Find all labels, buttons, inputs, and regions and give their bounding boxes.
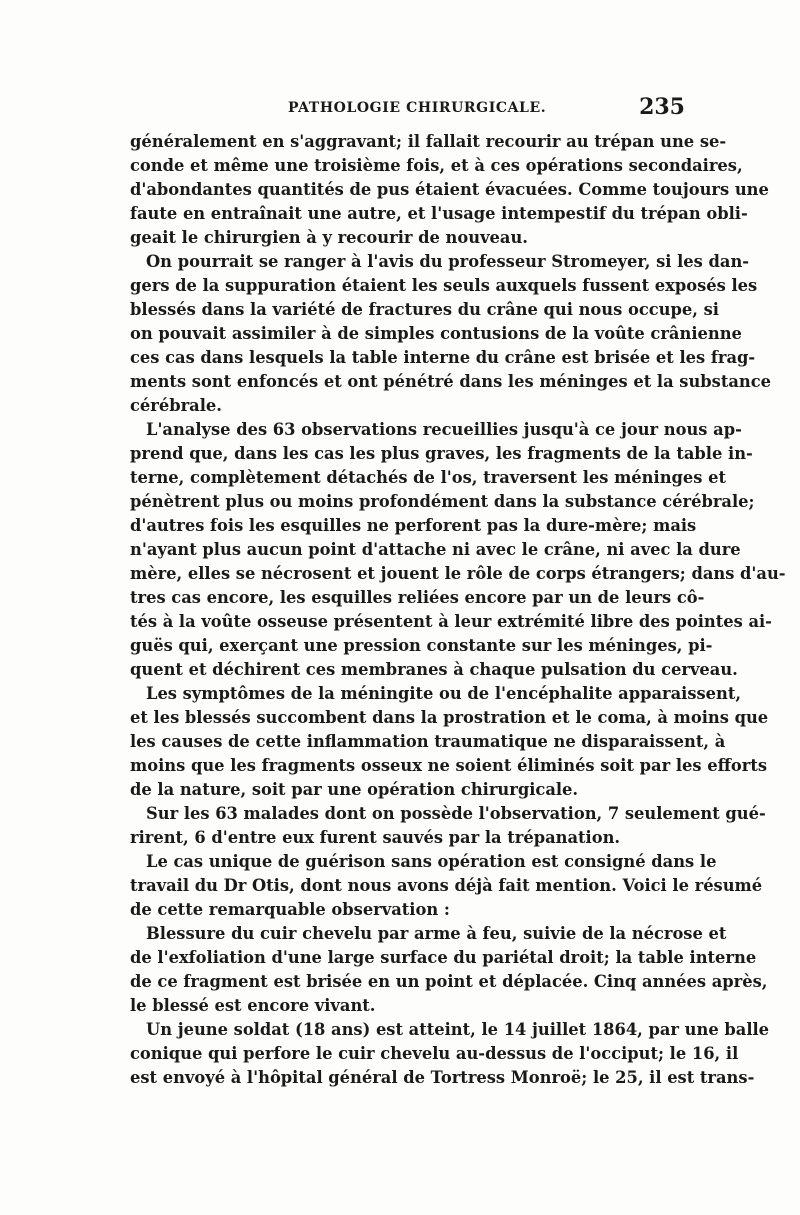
- text-line: n'ayant plus aucun point d'attache ni avec le crâne, ni avec la dure: [130, 540, 741, 559]
- text-line: travail du Dr Otis, dont nous avons déjà fait mention. Voici le résumé: [130, 876, 763, 895]
- paragraph: [130, 802, 766, 850]
- text-line: de la nature, soit par une opération chirurgicale.: [130, 780, 579, 799]
- text-line: conique qui perfore le cuir chevelu au-dessus de l'occiput; le 16, il: [130, 1044, 739, 1063]
- text-line: Le cas unique de guérison sans opération est consigné dans le: [146, 852, 717, 871]
- text-line: blessés dans la variété de fractures du crâne qui nous occupe, si: [130, 300, 719, 319]
- text-line: conde et même une troisième fois, et à ces opérations secondaires,: [130, 156, 743, 175]
- text-line: geait le chirurgien à y recourir de nouveau.: [130, 228, 528, 247]
- text-line: d'abondantes quantités de pus étaient évacuées. Comme toujours une: [130, 180, 769, 199]
- page-number: 235: [639, 94, 685, 120]
- text-line: Les symptômes de la méningite ou de l'encéphalite apparaissent,: [146, 684, 742, 703]
- text-line: cérébrale.: [130, 396, 222, 415]
- text-line: est envoyé à l'hôpital général de Tortress Monroë; le 25, il est trans-: [130, 1068, 755, 1087]
- text-line: tés à la voûte osseuse présentent à leur extrémité libre des pointes ai-: [130, 612, 772, 631]
- paragraph: [130, 130, 769, 250]
- text-line: rirent, 6 d'entre eux furent sauvés par la trépanation.: [130, 828, 621, 847]
- text-line: On pourrait se ranger à l'avis du professeur Stromeyer, si les dan-: [146, 252, 750, 271]
- text-line: gers de la suppuration étaient les seuls auxquels fussent exposés les: [130, 276, 758, 295]
- paragraph: [130, 922, 768, 1018]
- text-line: on pouvait assimiler à de simples contusions de la voûte crânienne: [130, 324, 742, 343]
- text-line: L'analyse des 63 observations recueillies jusqu'à ce jour nous ap-: [146, 420, 742, 439]
- paragraph: [130, 1018, 770, 1090]
- running-head: [130, 96, 685, 126]
- text-line: Un jeune soldat (18 ans) est atteint, le 14 juillet 1864, par une balle: [146, 1020, 770, 1039]
- text-line: de cette remarquable observation :: [130, 900, 450, 919]
- paragraph: [130, 418, 786, 682]
- text-line: ments sont enfoncés et ont pénétré dans les méninges et la substance: [130, 372, 772, 391]
- text-line: ces cas dans lesquels la table interne du crâne est brisée et les frag-: [130, 348, 756, 367]
- text-line: pénètrent plus ou moins profondément dans la substance cérébrale;: [130, 492, 755, 511]
- text-line: de l'exfoliation d'une large surface du pariétal droit; la table interne: [130, 948, 757, 967]
- text-line: de ce fragment est brisée en un point et déplacée. Cinq années après,: [130, 972, 768, 991]
- text-line: quent et déchirent ces membranes à chaque pulsation du cerveau.: [130, 660, 738, 679]
- text-line: Blessure du cuir chevelu par arme à feu, suivie de la nécrose et: [146, 924, 727, 943]
- paragraph: [130, 682, 769, 802]
- running-title: PATHOLOGIE CHIRURGICALE.: [288, 100, 547, 116]
- text-line: d'autres fois les esquilles ne perforent pas la dure-mère; mais: [130, 516, 697, 535]
- text-line: Sur les 63 malades dont on possède l'observation, 7 seulement gué-: [146, 804, 766, 823]
- text-line: guës qui, exerçant une pression constante sur les méninges, pi-: [130, 636, 713, 655]
- text-line: faute en entraînait une autre, et l'usage intempestif du trépan obli-: [130, 204, 748, 223]
- text-line: mère, elles se nécrosent et jouent le rôle de corps étrangers; dans d'au-: [130, 564, 786, 583]
- text-line: les causes de cette inflammation traumatique ne disparaissent, à: [130, 732, 726, 751]
- text-line: tres cas encore, les esquilles reliées encore par un de leurs cô-: [130, 588, 705, 607]
- body-text: [130, 130, 786, 1090]
- text-line: le blessé est encore vivant.: [130, 996, 376, 1015]
- paragraph: [130, 850, 763, 922]
- text-line: terne, complètement détachés de l'os, traversent les méninges et: [130, 468, 726, 487]
- text-line: prend que, dans les cas les plus graves, les fragments de la table in-: [130, 444, 753, 463]
- text-line: généralement en s'aggravant; il fallait recourir au trépan une se-: [130, 132, 727, 151]
- text-line: et les blessés succombent dans la prostration et le coma, à moins que: [130, 708, 769, 727]
- text-line: moins que les fragments osseux ne soient éliminés soit par les efforts: [130, 756, 768, 775]
- paragraph: [130, 250, 772, 418]
